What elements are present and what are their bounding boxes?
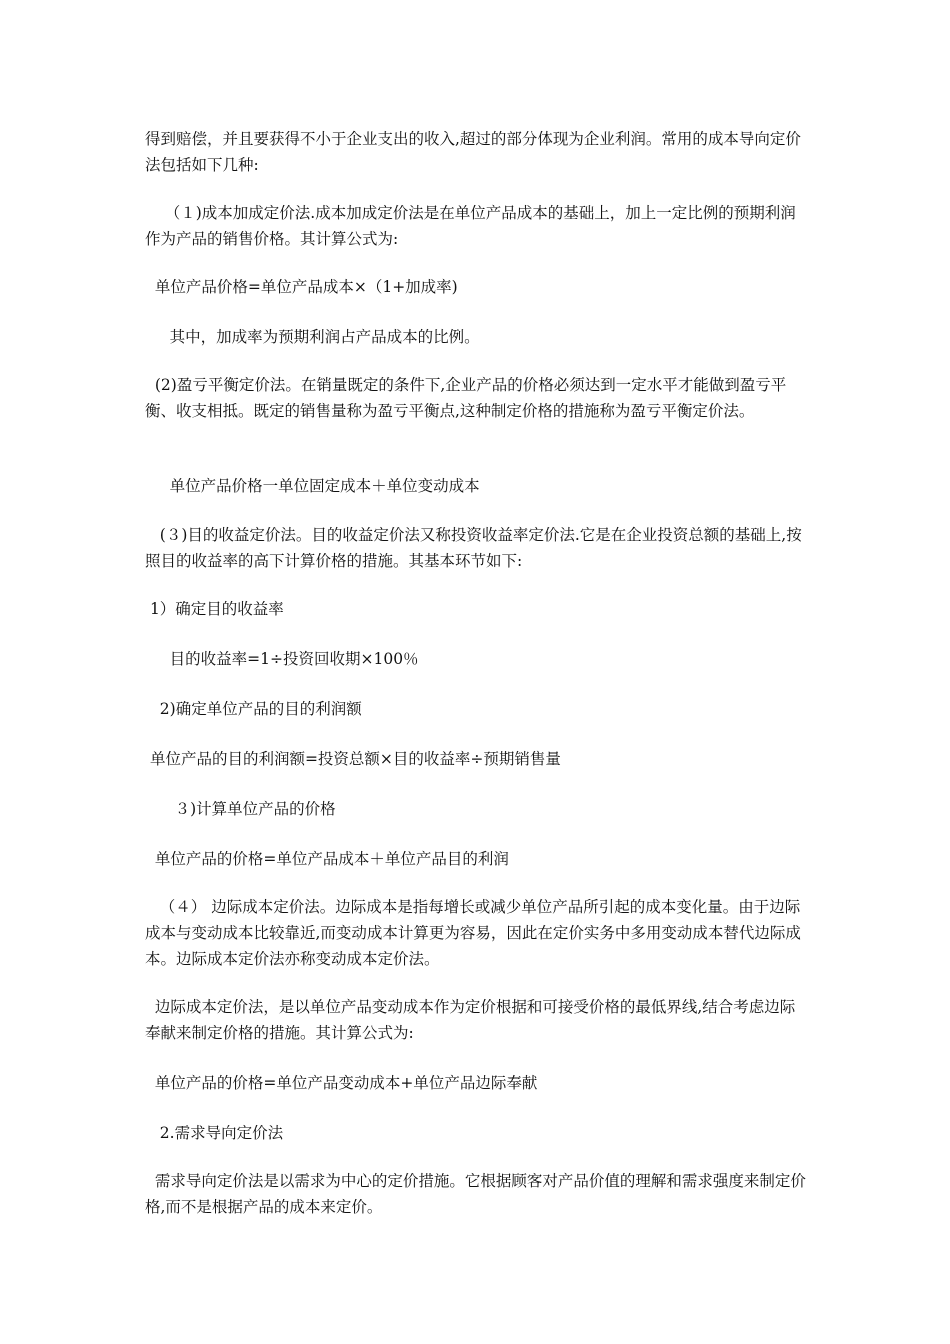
paragraph-markup-rate-note: 其中，加成率为预期利润占产品成本的比例。: [145, 328, 480, 346]
step-3-unit-price: ３)计算单位产品的价格: [145, 800, 336, 818]
formula-target-return-rate: 目的收益率=1÷投资回收期×100％: [145, 650, 419, 668]
paragraph-cost-oriented-intro: 得到赔偿，并且要获得不小于企业支出的收入,超过的部分体现为企业利润。常用的成本导向定价法包括如下几种:: [145, 130, 801, 174]
heading-demand-oriented-pricing: 2.需求导向定价法: [145, 1124, 284, 1142]
formula-target-profit: 单位产品的目的利润额=投资总额×目的收益率÷预期销售量: [145, 750, 561, 768]
paragraph-cost-plus-pricing: （１)成本加成定价法.成本加成定价法是在单位产品成本的基础上，加上一定比例的预期利润作为产品的销售价格。其计算公式为:: [145, 204, 796, 248]
paragraph-marginal-cost-detail: 边际成本定价法，是以单位产品变动成本作为定价根据和可接受价格的最低界线,结合考虑边际奉献来制定价格的措施。其计算公式为:: [145, 998, 796, 1042]
formula-cost-plus: 单位产品价格=单位产品成本×（1+加成率): [145, 278, 458, 296]
paragraph-demand-oriented-intro: 需求导向定价法是以需求为中心的定价措施。它根据顾客对产品价值的理解和需求强度来制定价格,而不是根据产品的成本来定价。: [145, 1172, 806, 1216]
formula-marginal-cost: 单位产品的价格=单位产品变动成本+单位产品边际奉献: [145, 1074, 538, 1092]
formula-break-even: 单位产品价格一单位固定成本＋单位变动成本: [145, 477, 480, 495]
formula-unit-price: 单位产品的价格=单位产品成本＋单位产品目的利润: [145, 850, 509, 868]
step-2-target-profit: 2)确定单位产品的目的利润额: [145, 700, 362, 718]
paragraph-target-return-pricing: (３)目的收益定价法。目的收益定价法又称投资收益率定价法.它是在企业投资总额的基础上,按照目的收益率的高下计算价格的措施。其基本环节如下:: [145, 526, 802, 570]
paragraph-break-even-pricing: (2)盈亏平衡定价法。在销量既定的条件下,企业产品的价格必须达到一定水平才能做到盈亏平衡、收支相抵。既定的销售量称为盈亏平衡点,这种制定价格的措施称为盈亏平衡定价法。: [145, 376, 787, 420]
step-1-target-return-rate: 1）确定目的收益率: [145, 600, 284, 618]
paragraph-marginal-cost-pricing: （４） 边际成本定价法。边际成本是指每增长或减少单位产品所引起的成本变化量。由于边际成本与变动成本比较靠近,而变动成本计算更为容易，因此在定价实务中多用变动成本替代边际成本。边际成本定价法亦称变动成本定价法。: [145, 898, 801, 968]
